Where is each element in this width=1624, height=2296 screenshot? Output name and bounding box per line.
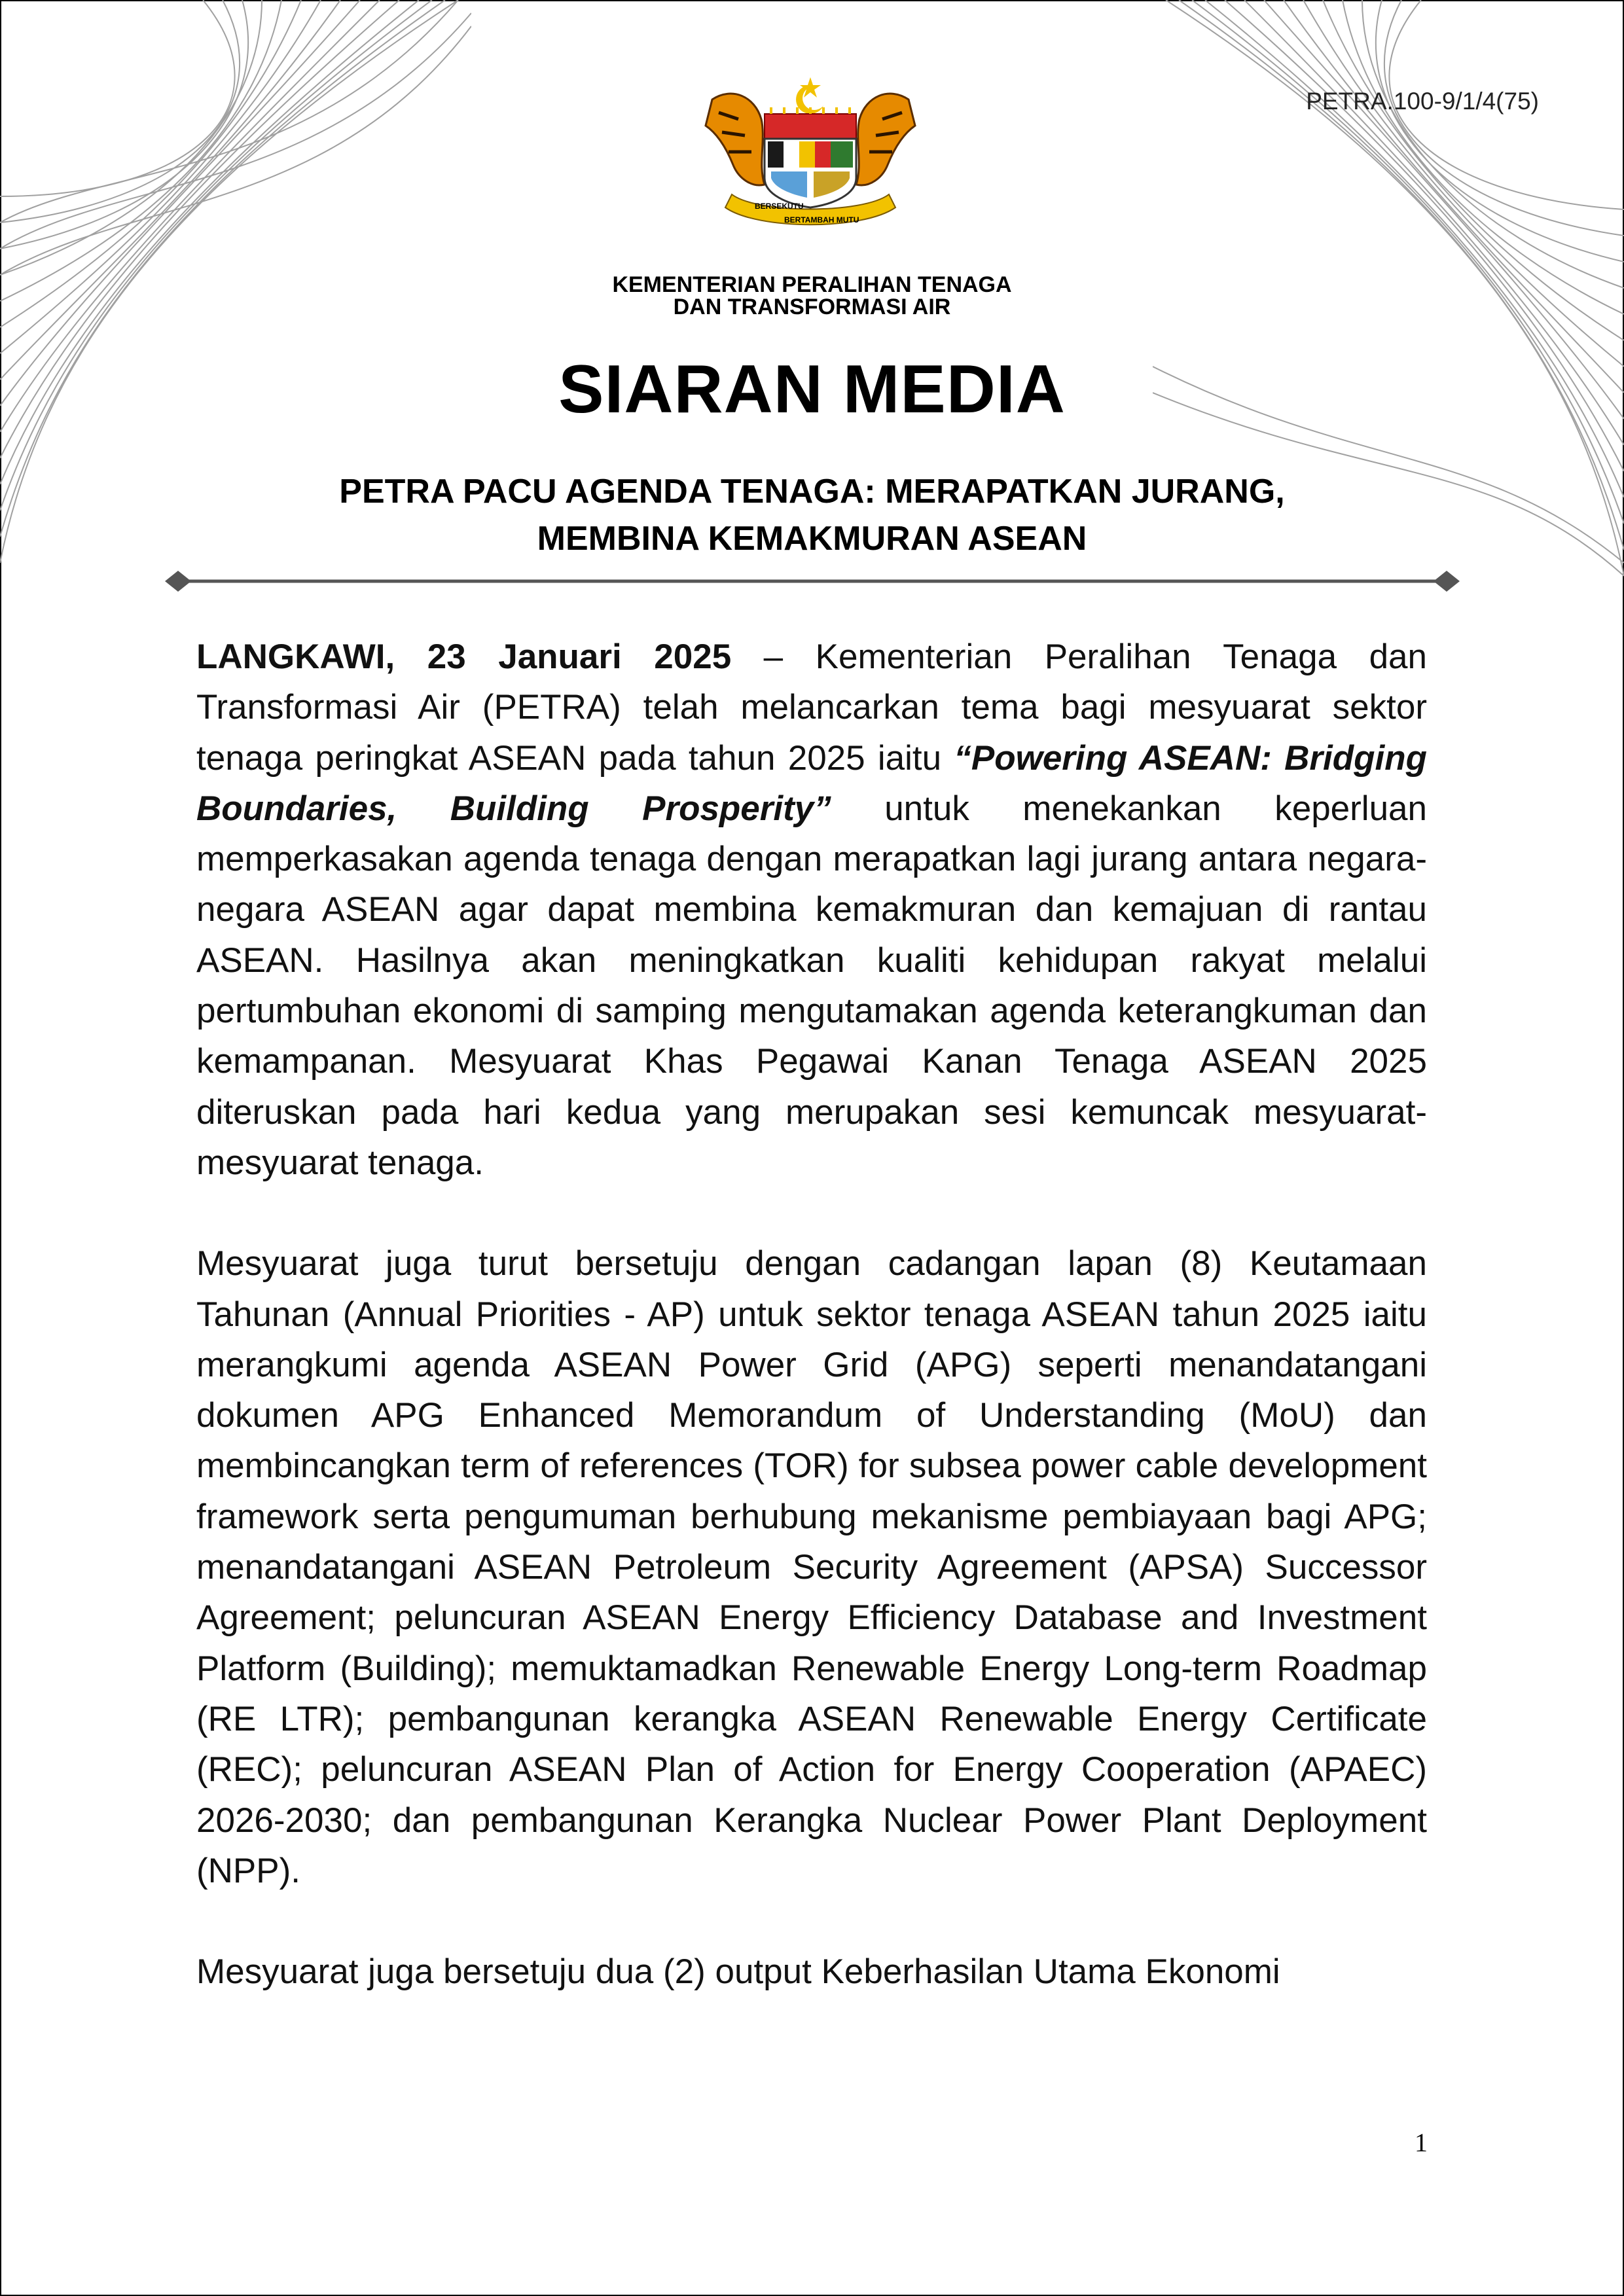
crest-motto-left: BERSEKUTU <box>755 202 804 211</box>
malaysia-coat-of-arms-icon <box>693 73 928 237</box>
paragraph-2: Mesyuarat juga turut bersetuju dengan cadangan lapan (8) Keutamaan Tahunan (Annual Priorities - AP) untuk sektor tenaga ASEAN tahun 2025 iaitu merangkumi agenda ASEAN Power Grid (APG) seperti menandatangani dokumen APG Enhanced Memorandum of Understanding (MoU) dan membincangkan term of references (TOR) for subsea power cable development framework serta pengumuman berhubung mekanisme pembiayaan bagi APG; menandatangani ASEAN Petroleum Security Agreement (APSA) Successor Agreement; peluncuran ASEAN Energy Efficiency Database and Investment Platform (Building); memuktamadkan Renewable Energy Long-term Roadmap (RE LTR); pembangunan kerangka ASEAN Renewable Energy Certificate (REC); peluncuran ASEAN Plan of Action for Energy Cooperation (APAEC) 2026-2030; dan pembangunan Kerangka Nuclear Power Plant Deployment (NPP). <box>196 1244 1427 1890</box>
reference-number: PETRA.100-9/1/4(75) <box>1306 88 1539 115</box>
crest-motto-center: BERTAMBAH MUTU <box>784 215 859 224</box>
paragraph-1-text-a: – Kementerian Peralihan Tenaga dan Transformasi Air (PETRA) telah melancarkan tema bagi mesyuarat sektor tenaga peringkat ASEAN pada tahun 2025 iaitu <box>196 637 1427 778</box>
divider-diamond-right <box>1434 571 1460 592</box>
page-title: SIARAN MEDIA <box>558 351 1066 427</box>
title-divider <box>165 568 1460 594</box>
event-theme: “Powering ASEAN: Bridging Boundaries, Building Prosperity” <box>196 738 1427 828</box>
page-number: 1 <box>1415 2128 1428 2157</box>
ministry-name-line1: KEMENTERIAN PERALIHAN TENAGA <box>612 272 1012 297</box>
dateline: LANGKAWI, 23 Januari 2025 <box>196 637 732 676</box>
paragraph-1 <box>196 632 1427 1188</box>
headline-line2: MEMBINA KEMAKMURAN ASEAN <box>537 520 1087 558</box>
paragraph-3: Mesyuarat juga bersetuju dua (2) output Keberhasilan Utama Ekonomi <box>196 1952 1280 1992</box>
press-release-body <box>196 632 1427 2047</box>
divider-diamond-left <box>165 571 191 592</box>
ministry-name-line2: DAN TRANSFORMASI AIR <box>673 295 951 319</box>
press-release-headline <box>0 468 1624 562</box>
ministry-name <box>0 274 1624 318</box>
paragraph-1-text-b: untuk menekankan keperluan memperkasakan agenda tenaga dengan merapatkan lagi jurang antara negara-negara ASEAN agar dapat membina kemakmuran dan kemajuan di rantau ASEAN. Hasilnya akan meningkatkan kualiti kehidupan rakyat melalui pertumbuhan ekonomi di samping mengutamakan agenda keterangkuman dan kemampanan. Mesyuarat Khas Pegawai Kanan Tenaga ASEAN 2025 diteruskan pada hari kedua yang merupakan sesi kemuncak mesyuarat-mesyuarat tenaga. <box>196 789 1427 1182</box>
headline-line1: PETRA PACU AGENDA TENAGA: MERAPATKAN JURANG, <box>339 473 1285 511</box>
